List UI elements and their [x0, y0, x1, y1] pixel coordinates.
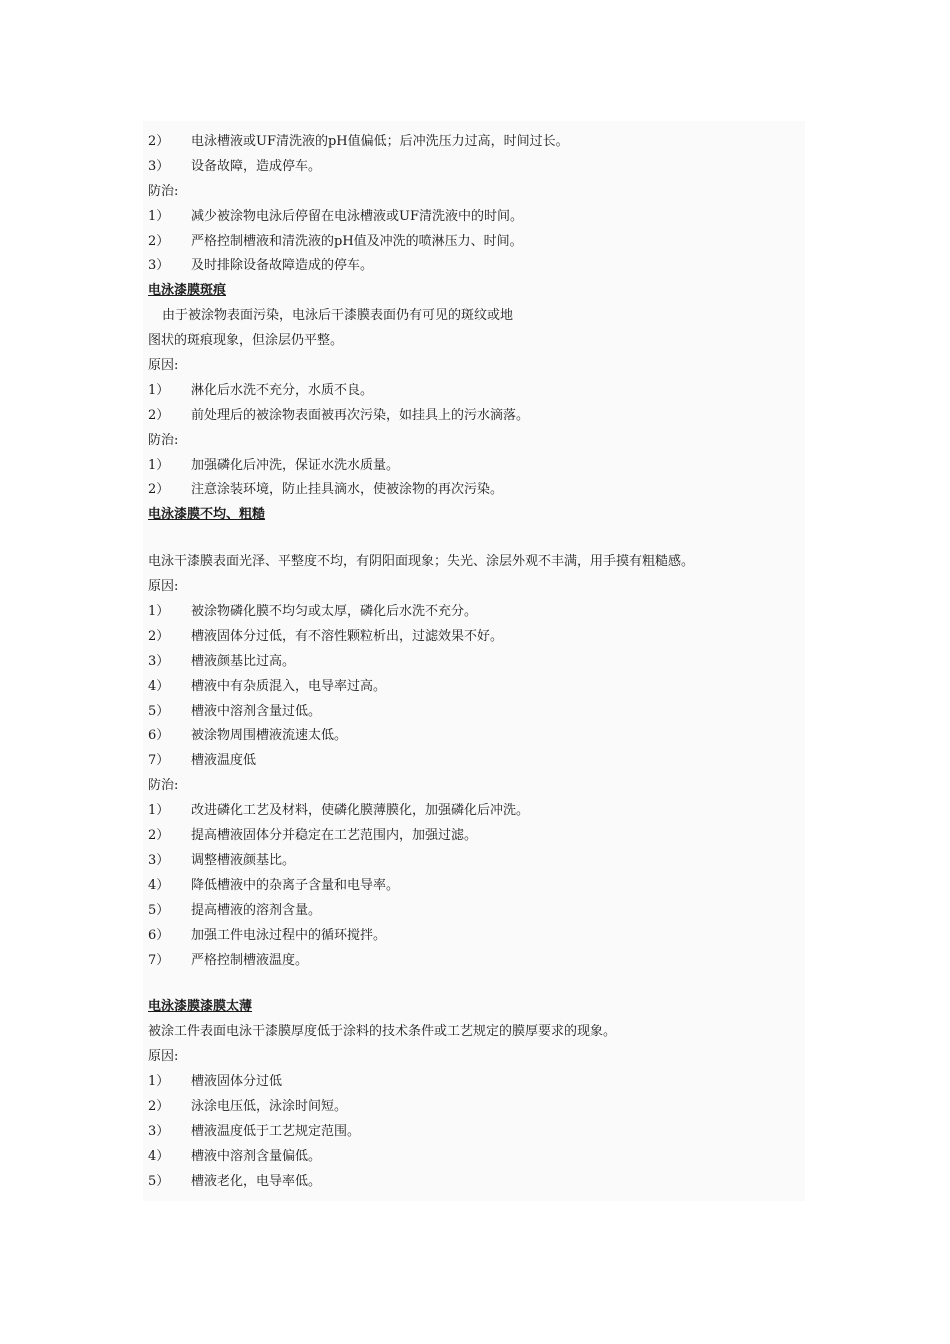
- list-item: 2） 槽液固体分过低，有不溶性颗粒析出，过滤效果不好。: [148, 628, 504, 644]
- list-item: 1） 槽液固体分过低: [148, 1074, 283, 1090]
- prevention-label: 防治:: [148, 183, 179, 199]
- list-item: 4） 槽液中有杂质混入，电导率过高。: [148, 678, 387, 694]
- section-heading-spots: 电泳漆膜斑痕: [148, 283, 227, 299]
- list-item: 1） 加强磷化后冲洗，保证水洗水质量。: [148, 457, 400, 473]
- prevention-label: 防治:: [148, 778, 179, 794]
- list-item: 3） 槽液颜基比过高。: [148, 653, 296, 669]
- cause-label: 原因:: [148, 358, 179, 374]
- list-item: 1） 被涂物磷化膜不均匀或太厚，磷化后水洗不充分。: [148, 604, 478, 620]
- section-description: 图状的斑痕现象，但涂层仍平整。: [148, 333, 344, 349]
- list-item: 6） 加强工件电泳过程中的循环搅拌。: [148, 927, 387, 943]
- list-item: 6） 被涂物周围槽液流速太低。: [148, 728, 348, 744]
- list-item: 7） 严格控制槽液温度。: [148, 952, 309, 968]
- list-item: 2） 注意涂装环境，防止挂具滴水，使被涂物的再次污染。: [148, 482, 504, 498]
- list-item: 2） 泳涂电压低，泳涂时间短。: [148, 1098, 348, 1114]
- list-item: 3） 及时排除设备故障造成的停车。: [148, 258, 374, 274]
- list-item: 7） 槽液温度低: [148, 753, 257, 769]
- list-item: 2） 提高槽液固体分并稳定在工艺范围内，加强过滤。: [148, 828, 478, 844]
- prevention-label: 防治:: [148, 432, 179, 448]
- list-item: 3） 槽液温度低于工艺规定范围。: [148, 1123, 361, 1139]
- cause-label: 原因:: [148, 579, 179, 595]
- list-item: 2） 电泳槽液或UF清洗液的pH值偏低；后冲洗压力过高，时间过长。: [148, 134, 569, 149]
- spacer: [148, 528, 798, 550]
- list-item: 4） 降低槽液中的杂离子含量和电导率。: [148, 877, 400, 893]
- spacer: [148, 973, 798, 995]
- list-item: 3） 设备故障，造成停车。: [148, 158, 322, 174]
- section-heading-thin: 电泳漆膜漆膜太薄: [148, 999, 253, 1015]
- section-description: 被涂工件表面电泳干漆膜厚度低于涂料的技术条件或工艺规定的膜厚要求的现象。: [148, 1024, 617, 1040]
- section-heading-uneven: 电泳漆膜不均、粗糙: [148, 507, 266, 523]
- list-item: 1） 减少被涂物电泳后停留在电泳槽液或UF清洗液中的时间。: [148, 208, 523, 224]
- section-description: 电泳干漆膜表面光泽、平整度不均，有阴阳面现象；失光、涂层外观不丰满，用手摸有粗糙感。: [148, 554, 695, 570]
- list-item: 2） 严格控制槽液和清洗液的pH值及冲洗的喷淋压力、时间。: [148, 233, 523, 249]
- list-item: 3） 调整槽液颜基比。: [148, 852, 296, 868]
- list-item: 1） 改进磷化工艺及材料，使磷化膜薄膜化，加强磷化后冲洗。: [148, 803, 530, 819]
- section-description: 由于被涂物表面污染，电泳后干漆膜表面仍有可见的斑纹或地: [162, 308, 514, 324]
- list-item: 1） 淋化后水洗不充分，水质不良。: [148, 382, 374, 398]
- list-item: 5） 槽液老化，电导率低。: [148, 1173, 322, 1189]
- list-item: 2） 前处理后的被涂物表面被再次污染，如挂具上的污水滴落。: [148, 407, 530, 423]
- list-item: 5） 槽液中溶剂含量过低。: [148, 703, 322, 719]
- list-item: 5） 提高槽液的溶剂含量。: [148, 902, 322, 918]
- document-body: [148, 130, 798, 1195]
- cause-label: 原因:: [148, 1049, 179, 1065]
- list-item: 4） 槽液中溶剂含量偏低。: [148, 1148, 322, 1164]
